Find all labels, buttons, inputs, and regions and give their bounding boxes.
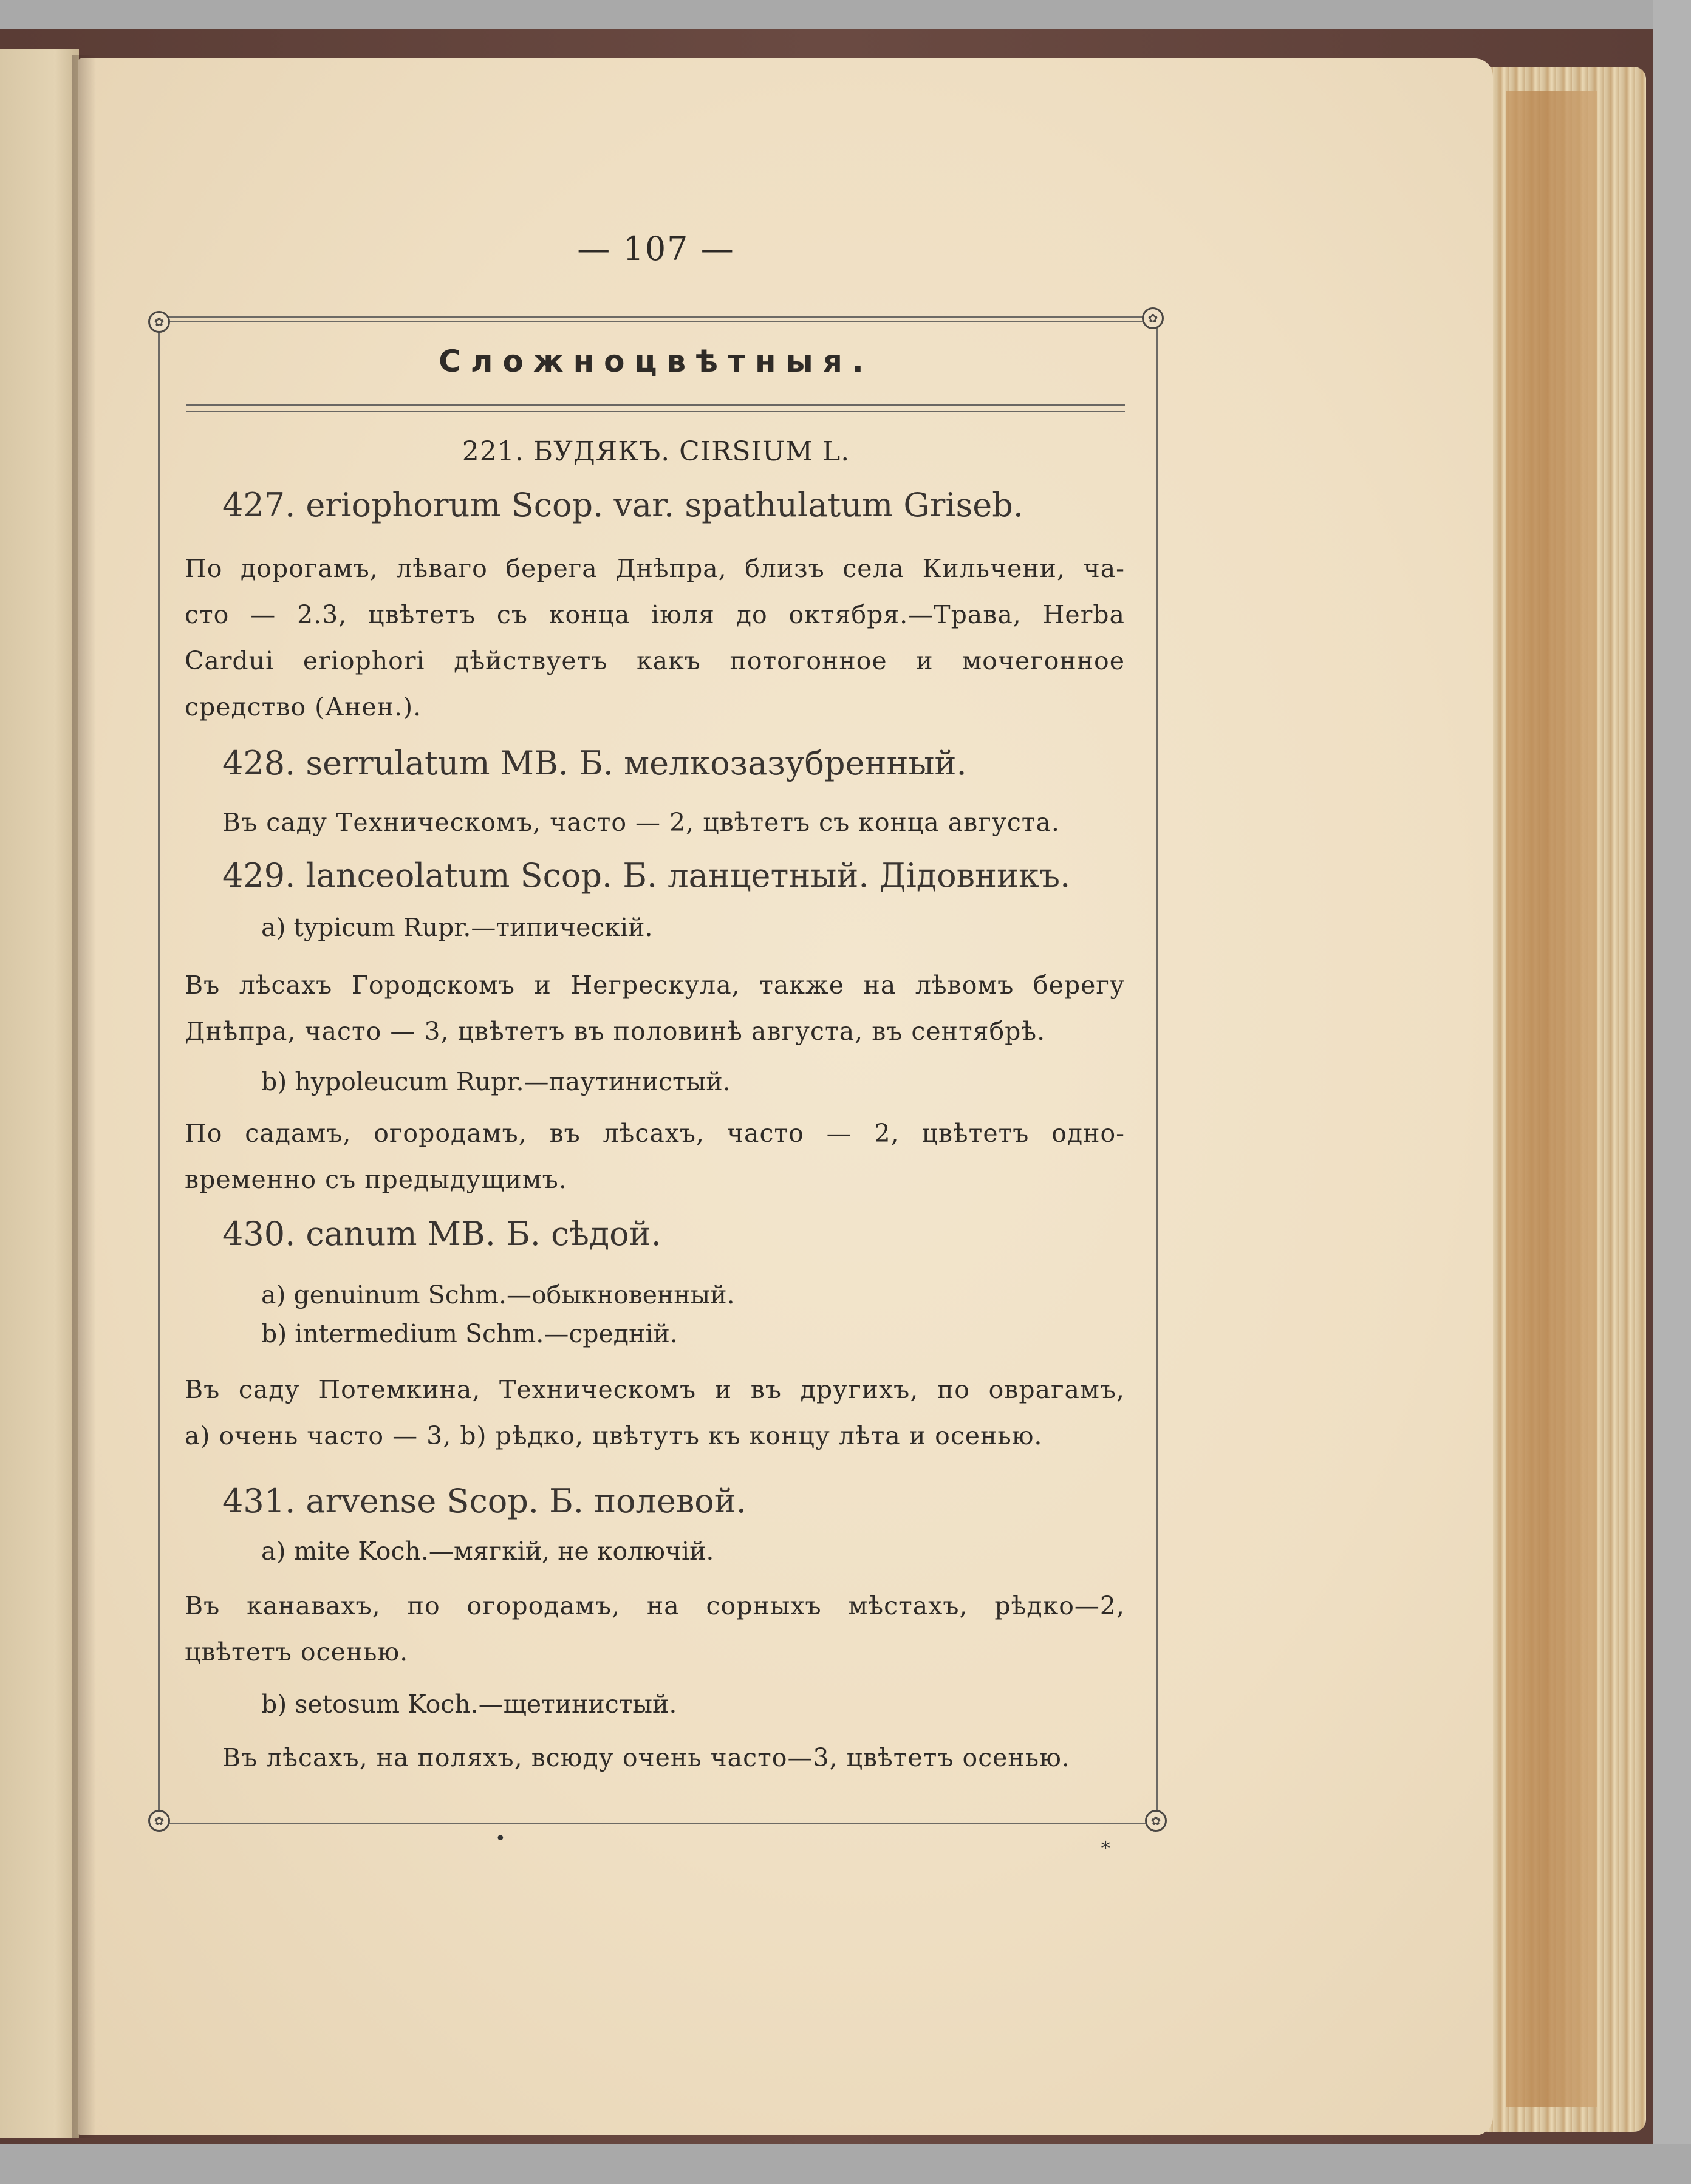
body-line: Въ канавахъ, по огородамъ, на сорныхъ мѣстахъ, рѣдко—2, [185,1591,1125,1620]
body-line: a) очень часто — 3, b) рѣдко, цвѣтутъ къ концу лѣта и осенью. [185,1421,1043,1450]
species-title: 430. canum MB. Б. сѣдой. [222,1215,661,1253]
frame-top-line [153,316,1161,318]
body-line: Въ лѣсахъ Городскомъ и Негрескула, также на лѣвомъ берегу [185,971,1125,1000]
page-number: — 107 — [577,230,735,268]
body-line: По садамъ, огородамъ, въ лѣсахъ, часто — 2, цвѣтетъ одно- [185,1119,1125,1148]
frame-corner-ornament-icon: ✿ [148,1810,170,1832]
variety-line: b) hypoleucum Rupr.—паутинистый. [261,1067,731,1096]
body-line: временно съ предыдущимъ. [185,1165,567,1194]
scan-border-top [0,0,1691,29]
page-block-shadow [1506,91,1597,2107]
heading-double-rule [186,404,1125,412]
body-line: Въ саду Потемкина, Техническомъ и въ другихъ, по оврагамъ, [185,1375,1125,1404]
frame-corner-ornament-icon: ✿ [1145,1810,1167,1832]
variety-line: a) mite Koch.—мягкій, не колючій. [261,1537,714,1566]
frame-corner-ornament-icon: ✿ [1142,307,1164,329]
frame-corner-ornament-icon: ✿ [148,311,170,333]
body-line: сто — 2.3, цвѣтетъ съ конца іюля до октября.—Трава, Herba [185,600,1125,629]
ink-speck-icon: • [495,1828,506,1849]
variety-line: a) genuinum Schm.—обыкновенный. [261,1280,735,1309]
scan-border-right [1653,0,1691,2184]
variety-line: b) intermedium Schm.—средній. [261,1319,678,1348]
ink-speck-icon: ∗ [1099,1834,1112,1855]
family-heading: Сложноцвѣтныя. [439,344,873,379]
scan-border-bottom [0,2144,1691,2184]
body-line: По дорогамъ, лѣваго берега Днѣпра, близъ села Кильчени, ча- [185,554,1125,583]
species-title: 431. arvense Scop. Б. полевой. [222,1482,746,1520]
page-gutter-shadow [72,55,96,2138]
body-line: Днѣпра, часто — 3, цвѣтетъ въ половинѣ августа, въ сентябрѣ. [185,1017,1046,1046]
body-line: средство (Анен.). [185,692,422,722]
species-title: 427. eriophorum Scop. var. spathulatum Griseb. [222,486,1023,524]
genus-heading: 221. БУДЯКЪ. CIRSIUM L. [462,436,850,467]
left-page-edge [0,49,79,2138]
body-line: Въ лѣсахъ, на поляхъ, всюду очень часто—3, цвѣтетъ осенью. [222,1743,1070,1772]
body-line: Въ саду Техническомъ, часто — 2, цвѣтетъ съ конца августа. [222,808,1060,837]
variety-line: a) typicum Rupr.—типическій. [261,913,653,942]
body-line: Cardui eriophori дѣйствуетъ какъ потогонное и мочегонное [185,646,1125,675]
species-title: 428. serrulatum MB. Б. мелкозазубренный. [222,744,967,782]
variety-line: b) setosum Koch.—щетинистый. [261,1690,677,1719]
species-title: 429. lanceolatum Scop. Б. ланцетный. Дідовникъ. [222,856,1071,895]
body-line: цвѣтетъ осенью. [185,1637,409,1667]
